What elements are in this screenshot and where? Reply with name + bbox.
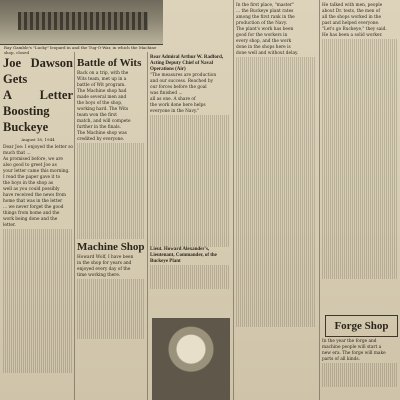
- body-line: machine people will start a: [322, 345, 382, 350]
- body-line: the boys in the shop as: [3, 181, 54, 186]
- column-rule-2: [147, 52, 148, 400]
- body-line: done well and without delay.: [236, 51, 299, 56]
- body-line: also good to greet Joe as: [3, 163, 57, 168]
- body-line: in the shop for years and: [77, 261, 132, 266]
- body-line: and our success. Reached by: [150, 79, 214, 84]
- body-line: new era. The forge will make: [322, 351, 386, 356]
- headline-lieut-alexander: Lieut. Howard Alexander's, Lieutenant, Commander, of the Buckeye Plant: [150, 247, 217, 264]
- body-line: all the shops worked in the: [322, 15, 382, 20]
- text-filler: [77, 333, 145, 339]
- body-line: I read the paper gave it to: [3, 175, 61, 180]
- body-line: among the first rank in the: [236, 15, 295, 20]
- column-joe-dawson: [3, 55, 73, 373]
- text-filler: [77, 233, 145, 239]
- body-line: work being done and the: [3, 217, 58, 222]
- body-line: letter.: [3, 223, 16, 228]
- column-five: [322, 3, 398, 279]
- body-line: further in the finals.: [77, 125, 121, 130]
- portrait-photo: [152, 318, 230, 400]
- body-line: The Machine shop was: [77, 131, 127, 136]
- body-line: made several men and: [77, 95, 127, 100]
- body-line: our forces before the goal: [150, 85, 207, 90]
- body-line: In the year the forge and: [322, 339, 377, 344]
- body-line: well as you could possibly: [3, 187, 60, 192]
- body-line: "The measures are production: [150, 73, 217, 78]
- column-rule-1: [74, 52, 75, 400]
- body-line: He talked with men, people: [322, 3, 383, 8]
- body-line: all as one. A share of: [150, 97, 196, 102]
- headline-joe-dawson-2: A Letter Boosting: [3, 88, 73, 118]
- body-line: have received the news from: [3, 193, 66, 198]
- column-rear-admiral: [150, 55, 230, 289]
- body-line: He has been a solid worker.: [322, 33, 383, 38]
- body-line: ... we never forget the good: [3, 205, 64, 210]
- text-filler: [150, 241, 230, 247]
- text-filler: [236, 321, 316, 327]
- body-line: In the first place, "master": [236, 3, 294, 8]
- headline-battle-of-wits: Battle of Wits: [77, 57, 142, 69]
- body-line: The plant's work has been: [236, 27, 294, 32]
- body-line: your letter came this morning.: [3, 169, 70, 174]
- body-line: credited by everyone.: [77, 137, 125, 142]
- body-line: Howard Wolf, I have been: [77, 255, 134, 260]
- body-line: Wits team, met up in a: [77, 77, 127, 82]
- body-line: ... the Buckeye plant rates: [236, 9, 294, 14]
- body-line: good for the workers in: [236, 33, 288, 38]
- body-line: production of the Navy.: [236, 21, 288, 26]
- headline-joe-dawson-1: Joe Dawson Gets: [3, 56, 73, 86]
- text-filler: [150, 283, 230, 289]
- body-line: the work done here helps: [150, 103, 206, 108]
- text-filler: [322, 273, 398, 279]
- body-line: As promised before, we are: [3, 157, 63, 162]
- body-line: past and helped everyone.: [322, 21, 380, 26]
- column-rule-3: [233, 0, 234, 400]
- forge-shop-text: [322, 339, 398, 387]
- forge-shop-box: Forge Shop: [325, 315, 398, 337]
- body-line: working hard. The Wits: [77, 107, 129, 112]
- text-filler: [3, 367, 73, 373]
- text-filler: [322, 381, 398, 387]
- body-line: "Let's go Buckeye," they said.: [322, 27, 387, 32]
- letter-body: [3, 157, 73, 373]
- body-line: was finished ...: [150, 91, 183, 96]
- body-line: parts of all kinds.: [322, 357, 360, 362]
- headline-machine-shop: Machine Shop: [77, 241, 145, 253]
- body-line: the boys of the shop,: [77, 101, 123, 106]
- letter-dateline: August 18, 1944: [21, 137, 55, 142]
- body-line: team won the first: [77, 113, 117, 118]
- tug-of-war-photo: [0, 0, 163, 45]
- column-rule-4: [319, 0, 320, 400]
- body-line: Back on a trip, with the: [77, 71, 129, 76]
- body-line: about Dr. tests, the men of: [322, 9, 380, 14]
- photo-caption: Ray Gamble's "Lucky" leopard in and the Tug-O-War, in which the Machine shop, closed: [4, 45, 157, 55]
- headline-joe-dawson-3: Buckeye: [3, 120, 49, 134]
- body-line: match, and will compete: [77, 119, 131, 124]
- body-line: time working there.: [77, 273, 121, 278]
- body-line: home that was in the letter: [3, 199, 63, 204]
- body-line: everyone in the Navy.": [150, 109, 200, 114]
- body-line: enjoyed every day of the: [77, 267, 131, 272]
- body-line: every shop, and the work: [236, 39, 292, 44]
- body-line: things from home and the: [3, 211, 60, 216]
- photo-crowd: [18, 12, 148, 30]
- letter-intro: Dear Joe: I enjoyed the letter so much that ...: [3, 145, 73, 156]
- body-line: The Machine shop had: [77, 89, 127, 94]
- body-line: battle of Wit program.: [77, 83, 126, 88]
- column-four: [236, 3, 316, 327]
- headline-rear-admiral: Rear Admiral Arthur W. Radford, Acting Deputy Chief of Naval Operations (Air): [150, 55, 224, 72]
- column-battle-of-wits: [77, 55, 145, 339]
- body-line: done in the shops here is: [236, 45, 291, 50]
